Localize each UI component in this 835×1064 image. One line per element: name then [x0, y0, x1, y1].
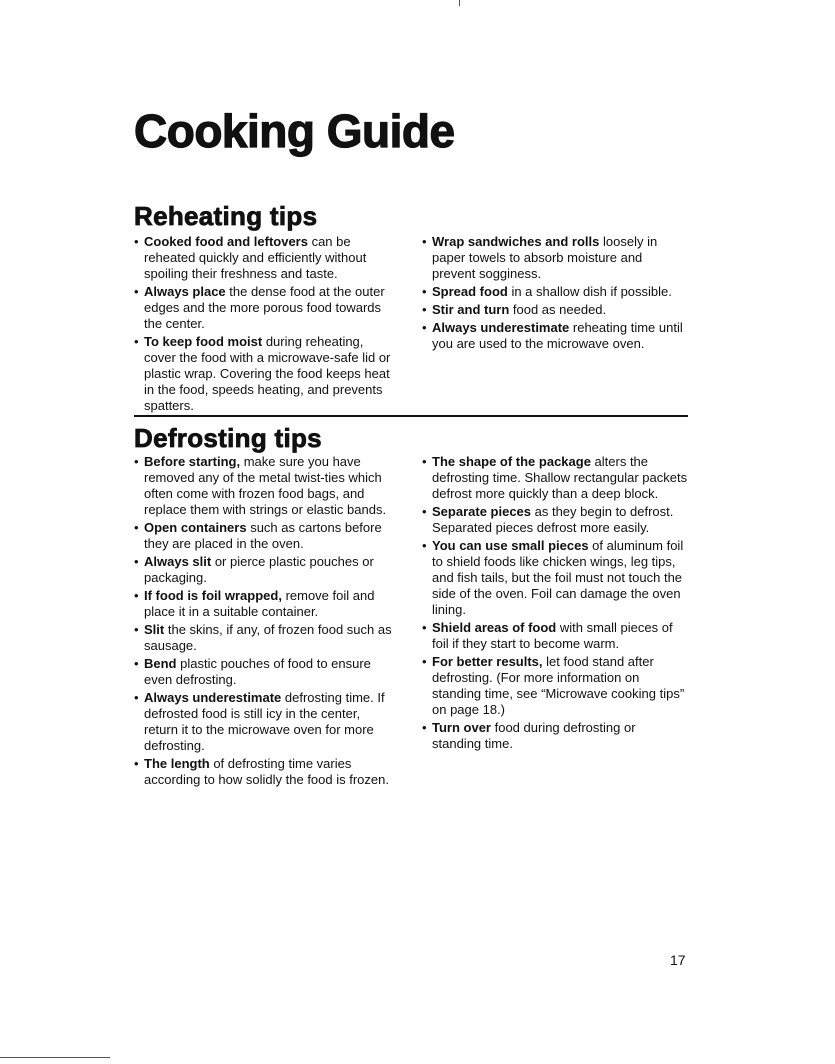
tip-lead: Bend [144, 656, 177, 671]
bullet-icon: • [422, 320, 427, 335]
tip-lead: The shape of the package [432, 454, 591, 469]
tip-lead: Always underestimate [432, 320, 570, 335]
tip-lead: For better results, [432, 654, 543, 669]
tip-text: the skins, if any, of frozen food such as sausage. [144, 622, 392, 653]
tip-lead: Open containers [144, 520, 247, 535]
tip-lead: Stir and turn [432, 302, 510, 317]
tip-text: of defrosting time varies according to how solidly the food is frozen. [144, 756, 389, 787]
tip-item [422, 320, 688, 352]
tip-item [422, 284, 688, 300]
tip-lead: You can use small pieces [432, 538, 589, 553]
page-title: Cooking Guide [134, 105, 455, 157]
bullet-icon: • [134, 284, 139, 299]
tip-item [134, 234, 396, 282]
tip-lead: To keep food moist [144, 334, 263, 349]
tip-item [134, 454, 396, 518]
defrosting-tips-left-column [134, 454, 396, 790]
tip-lead: Shield areas of food [432, 620, 557, 635]
tip-text: food during defrosting or standing time. [432, 720, 636, 751]
tip-item [134, 588, 396, 620]
tip-item [422, 504, 688, 536]
defrosting-tips-right-column [422, 454, 688, 754]
tip-item [422, 454, 688, 502]
tip-item [134, 554, 396, 586]
tip-text: can be reheated quickly and efficiently without spoiling their freshness and taste. [144, 234, 367, 281]
scan-artifact-bottom [0, 1057, 110, 1058]
tip-text: alters the defrosting time. Shallow rectangular packets defrost more quickly than a deep block. [432, 454, 688, 501]
tip-item [422, 654, 688, 718]
tip-text: during reheating, cover the food with a microwave-safe lid or plastic wrap. Covering the food keeps heat in the food, speeds heating, and prevents spatters. [144, 334, 391, 413]
bullet-icon: • [422, 504, 427, 519]
tip-lead: Slit [144, 622, 165, 637]
tip-lead: Before starting, [144, 454, 241, 469]
bullet-icon: • [134, 690, 139, 705]
page-number: 17 [670, 952, 686, 968]
bullet-icon: • [134, 756, 139, 771]
tip-item [134, 520, 396, 552]
tip-text: in a shallow dish if possible. [507, 284, 672, 299]
tip-item [134, 334, 396, 414]
bullet-icon: • [134, 656, 139, 671]
tip-text: remove foil and place it in a suitable container. [144, 588, 375, 619]
tip-text: the dense food at the outer edges and the more porous food towards the center. [144, 284, 385, 331]
bullet-icon: • [422, 620, 427, 635]
bullet-icon: • [134, 588, 139, 603]
bullet-icon: • [134, 454, 139, 469]
tip-text: plastic pouches of food to ensure even defrosting. [144, 656, 371, 687]
tip-text: with small pieces of foil if they start to become warm. [432, 620, 673, 651]
bullet-icon: • [422, 538, 427, 553]
bullet-icon: • [134, 334, 139, 349]
bullet-icon: • [422, 302, 427, 317]
tip-item [422, 620, 688, 652]
scan-artifact-top [459, 0, 460, 6]
defrosting-heading: Defrosting tips [134, 423, 322, 453]
tip-item [422, 234, 688, 282]
tip-text: or pierce plastic pouches or packaging. [144, 554, 374, 585]
tip-lead: Always underestimate [144, 690, 282, 705]
bullet-icon: • [422, 234, 427, 249]
tip-text: such as cartons before they are placed in the oven. [144, 520, 382, 551]
tip-item [422, 538, 688, 618]
tip-lead: Cooked food and leftovers [144, 234, 308, 249]
tip-item [134, 756, 396, 788]
bullet-icon: • [134, 622, 139, 637]
bullet-icon: • [134, 554, 139, 569]
bullet-icon: • [134, 234, 139, 249]
tip-text: loosely in paper towels to absorb moisture and prevent sogginess. [432, 234, 658, 281]
tip-lead: If food is foil wrapped, [144, 588, 282, 603]
tip-text: of aluminum foil to shield foods like chicken wings, leg tips, and fish tails, but the foil must not touch the side of the oven. Foil can damage the oven lining. [432, 538, 684, 617]
tip-item [134, 622, 396, 654]
tip-item [134, 656, 396, 688]
tip-text: as they begin to defrost. Separated pieces defrost more easily. [432, 504, 674, 535]
reheating-tips-left-column [134, 234, 396, 416]
bullet-icon: • [422, 654, 427, 669]
tip-lead: Wrap sandwiches and rolls [432, 234, 600, 249]
bullet-icon: • [422, 454, 427, 469]
tip-item [134, 284, 396, 332]
reheating-tips-right-column [422, 234, 688, 354]
tip-lead: Spread food [432, 284, 508, 299]
tip-text: food as needed. [509, 302, 607, 317]
reheating-heading: Reheating tips [134, 201, 318, 231]
tip-text: let food stand after defrosting. (For more information on standing time, see “Microwave cooking tips” on page 18.) [432, 654, 685, 717]
tip-item [422, 720, 688, 752]
bullet-icon: • [422, 284, 427, 299]
bullet-icon: • [134, 520, 139, 535]
tip-text: make sure you have removed any of the metal twist-ties which often come with frozen food bags, and replace them with strings or elastic bands. [144, 454, 387, 517]
tip-lead: Turn over [432, 720, 491, 735]
tip-text: defrosting time. If defrosted food is still icy in the center, return it to the microwave oven for more defrosting. [144, 690, 385, 753]
tip-lead: Separate pieces [432, 504, 532, 519]
tip-lead: Always place [144, 284, 226, 299]
tip-lead: Always slit [144, 554, 212, 569]
tip-item [134, 690, 396, 754]
tip-text: reheating time until you are used to the microwave oven. [432, 320, 683, 351]
tip-lead: The length [144, 756, 210, 771]
section-divider [134, 415, 688, 417]
tip-item [422, 302, 688, 318]
bullet-icon: • [422, 720, 427, 735]
